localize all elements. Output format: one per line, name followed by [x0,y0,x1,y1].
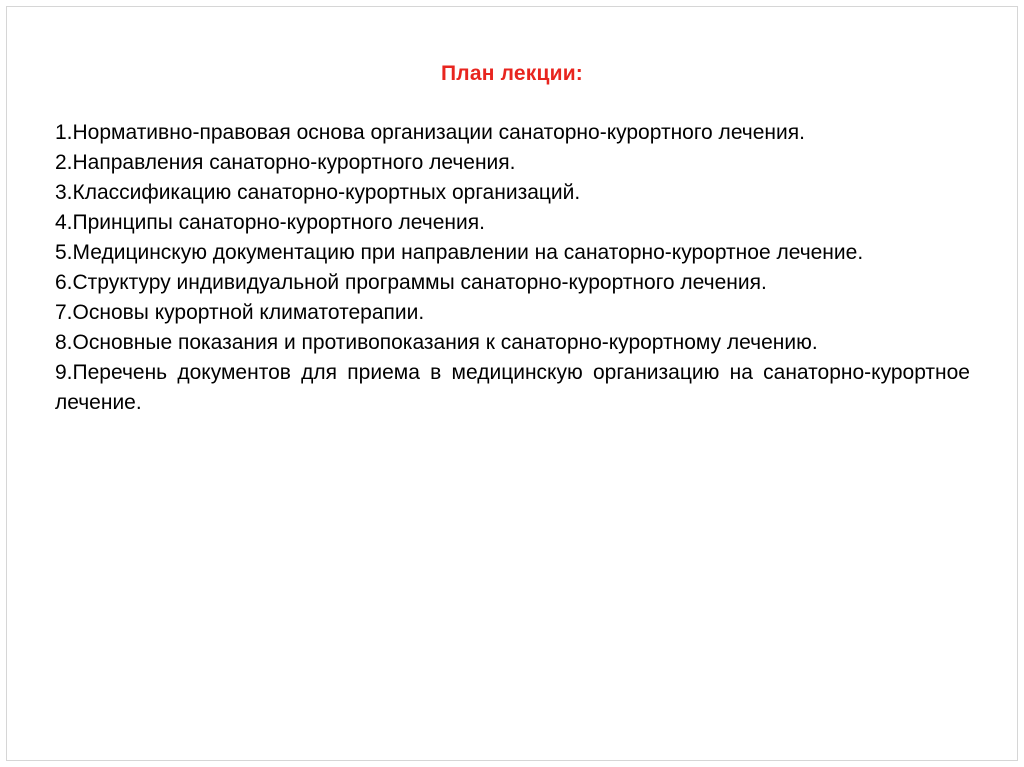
list-item: 9.Перечень документов для приема в медицинскую организацию на санаторно-курортное лечение. [55,361,970,414]
lecture-plan-list [55,118,970,418]
list-item: 5.Медицинскую документацию при направлении на санаторно-курортное лечение. [55,241,864,264]
list-item: 8.Основные показания и противопоказания к санаторно-курортному лечению. [55,331,818,354]
slide-title: План лекции: [440,62,583,85]
list-item: 4.Принципы санаторно-курортного лечения. [55,211,485,234]
list-item: 1.Нормативно-правовая основа организации санаторно-курортного лечения. [55,121,805,144]
list-item: 6.Структуру индивидуальной программы санаторно-курортного лечения. [55,271,767,294]
list-item: 2.Направления санаторно-курортного лечения. [55,151,516,174]
list-item: 3.Классификацию санаторно-курортных организаций. [55,181,581,204]
list-item: 7.Основы курортной климатотерапии. [55,301,425,324]
